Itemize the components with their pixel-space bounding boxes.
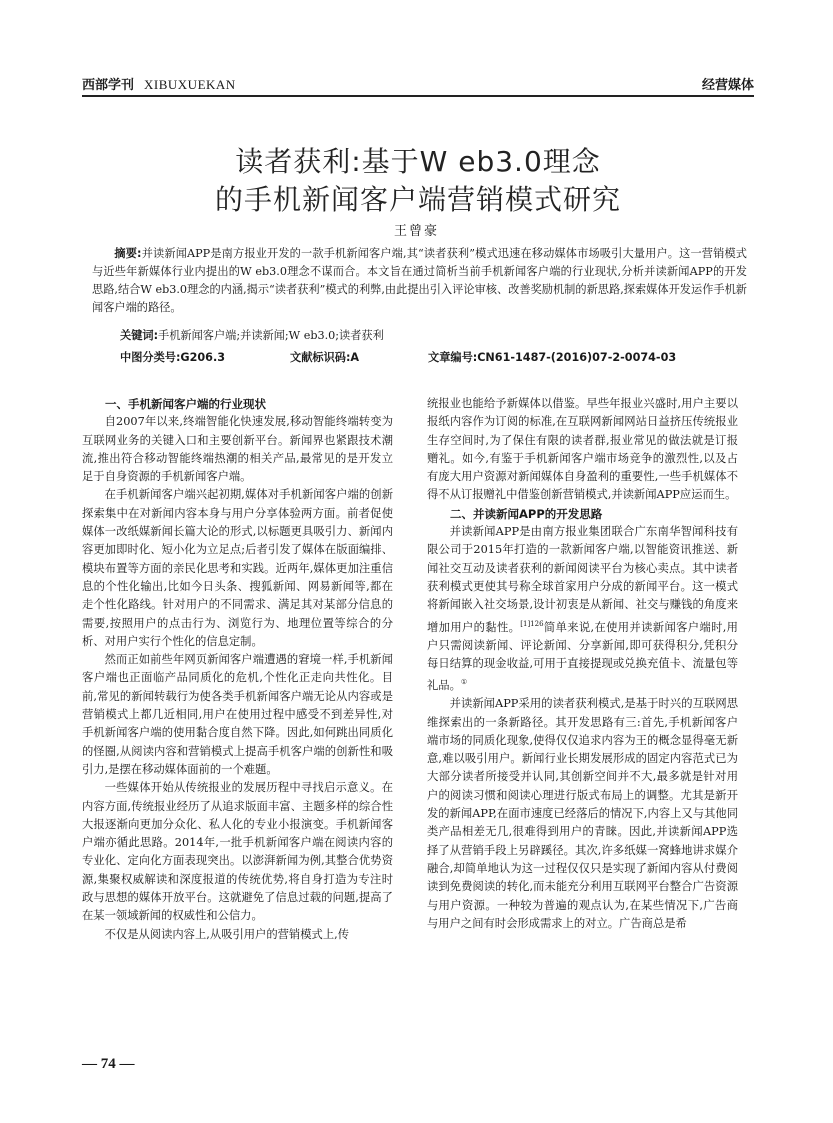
journal-name	[82, 74, 236, 93]
section-name: 经营媒体	[701, 78, 754, 93]
article-number: 文章编号:CN61-1487-(2016)07-2-0074-03	[428, 351, 677, 364]
paragraph-text: 简单来说,在使用并读新闻客户端时,用户只需阅读新闻、评论新闻、分享新闻,即可获得积分,凭积分每日结算的现金收益,可用于直接提现或兑换充值卡、流量包等礼品。	[427, 620, 738, 692]
abstract-text: 并读新闻APP是南方报业开发的一款手机新闻客户端,其“读者获利”模式迅速在移动媒体市场吸引大量用户。这一营销模式与近些年新媒体行业内提出的W eb3.0理念不谋而合。本文旨在通过简析当前手机新闻客户端的行业现状,分析并读新闻APP的开发思路,结合W eb3.0理念的内涵,揭示“读者获利”模式的利弊,由此提出引入评论审核、改善奖励机制的新思路,探索媒体开发运作手机新闻客户端的路径。	[92, 247, 747, 314]
title-line-1: 读者获利:基于W eb3.0理念	[235, 145, 601, 178]
author: 王曾豪	[393, 224, 439, 239]
paragraph: 自2007年以来,终端智能化快速发展,移动智能终端转变为互联网业务的关键入口和主要创新平台。新闻界也紧跟技术潮流,推出符合移动智能终端热潮的相关产品,最常见的是开发立足于自身资源的手机新闻客户端。	[82, 415, 393, 484]
journal-name-en: XIBUXUEKAN	[144, 77, 236, 92]
document-code: 文献标识码:A	[290, 351, 360, 364]
paragraph: 并读新闻APP采用的读者获利模式,是基于时兴的互联网思维探索出的一条新路径。其开发思路有三:首先,手机新闻客户端市场的同质化现象,使得仅仅追求内容为王的概念显得毫无新意,难以吸引用户。新闻行业长期发展形成的固定内容范式已为大部分读者所接受并认同,其创新空间并不大,最多就是针对用户的阅读习惯和阅读心理进行版式布局上的调整。尤其是新开发的新闻APP,在面市速度已经落后的情况下,内容上又与其他同类产品相差无几,很难得到用户的青睐。因此,并读新闻APP选择了从营销手段上另辟蹊径。其次,许多纸媒一窝蜂地讲求媒介融合,却简单地认为这一过程仅仅只是实现了新闻内容从付费阅读到免费阅读的转化,而未能充分利用互联网平台整合广告资源与用户资源。一种较为普遍的观点认为,在某些情况下,广告商与用户之间有时会形成需求上的对立。广告商总是希	[427, 697, 738, 930]
header-rule	[82, 95, 754, 97]
running-header	[82, 74, 754, 94]
keywords	[120, 327, 747, 343]
paragraph: 一些媒体开始从传统报业的发展历程中寻找启示意义。在内容方面,传统报业经历了从追求版面丰富、主题多样的综合性大报逐渐向更加分众化、私人化的专业小报演变。手机新闻客户端亦循此思路。2014年,一批手机新闻客户端在阅读内容的专业化、定向化方面表现突出。以澎湃新闻为例,其整合优势资源,集聚权威解读和深度报道的传统优势,将自身打造为专注时政与思想的媒体开放平台。这就避免了信息过载的问题,提高了在某一领域新闻的权威性和公信力。	[82, 781, 393, 923]
citation-ref: [1]126	[520, 619, 544, 628]
paragraph: 统报业也能给予新媒体以借鉴。早些年报业兴盛时,用户主要以报纸内容作为订阅的标准,在互联网新闻网站日益挤压传统报业生存空间时,为了保住有限的读者群,报业常见的做法就是订报赠礼。如今,有鉴于手机新闻客户端市场竞争的激烈性,以及占有庞大用户资源对新闻媒体自身盈利的重要性,一些手机媒体不得不从订报赠礼中借鉴创新营销模式,并读新闻APP应运而生。	[427, 397, 738, 502]
footnote-marker: ①	[460, 678, 468, 687]
left-column	[82, 395, 393, 944]
title-line-2: 的手机新闻客户端营销模式研究	[214, 183, 621, 216]
clc-number: 中图分类号:G206.3	[120, 351, 225, 364]
keywords-text: 手机新闻客户端;并读新闻;W eb3.0;读者获利	[158, 329, 384, 342]
section-heading-1: 一、手机新闻客户端的行业现状	[105, 397, 266, 411]
paragraph: 在手机新闻客户端兴起初期,媒体对手机新闻客户端的创新探索集中在对新闻内容本身与用户分享体验两方面。前者促使媒体一改纸媒新闻长篇大论的形式,以标题更具吸引力、新闻内容更加即时化、短小化为立足点;后者引发了媒体在版面编排、模块布置等方面的亲民化思考和实践。近两年,媒体更加注重信息的个性化输出,比如今日头条、搜狐新闻、网易新闻等,都在走个性化路线。针对用户的不同需求、满足其对某部分信息的需要,按照用户的点击行为、浏览行为、地理位置等综合的分析、对用户实行个性化的信息定制。	[82, 488, 393, 648]
abstract-label: 摘要:	[114, 247, 142, 260]
page-number: — 74 —	[82, 1056, 135, 1072]
journal-name-cn: 西部学刊	[82, 78, 135, 93]
paragraph	[427, 523, 738, 695]
right-column	[427, 395, 738, 933]
section-heading-2: 二、并读新闻APP的开发思路	[450, 506, 603, 521]
paragraph-text: 并读新闻APP是由南方报业集团联合广东南华智闻科技有限公司于2015年打造的一款新闻客户端,以智能资讯推送、新闻社交互动及读者获利的新闻阅读平台为核心卖点。其中读者获利模式更使其号称全球首家用户分成的新闻平台。这一模式将新闻嵌入社交场景,设计初衷是从新闻、社交与赚钱的角度来增加用户的黏性。	[427, 525, 738, 634]
abstract	[92, 245, 747, 317]
paragraph: 然而正如前些年网页新闻客户端遭遇的窘境一样,手机新闻客户端也正面临产品同质化的危机,个性化正走向共性化。目前,常见的新闻转载行为使各类手机新闻客户端无论从内容或是营销模式上都几近相同,用户在使用过程中感受不到差异性,对手机新闻客户端的使用黏合度自然下降。因此,如何跳出同质化的怪圈,从阅读内容和营销模式上提高手机客户端的创新性和吸引力,是摆在移动媒体面前的一个难题。	[82, 653, 393, 776]
keywords-label: 关键词:	[120, 329, 159, 342]
paragraph: 不仅是从阅读内容上,从吸引用户的营销模式上,传	[104, 927, 350, 941]
